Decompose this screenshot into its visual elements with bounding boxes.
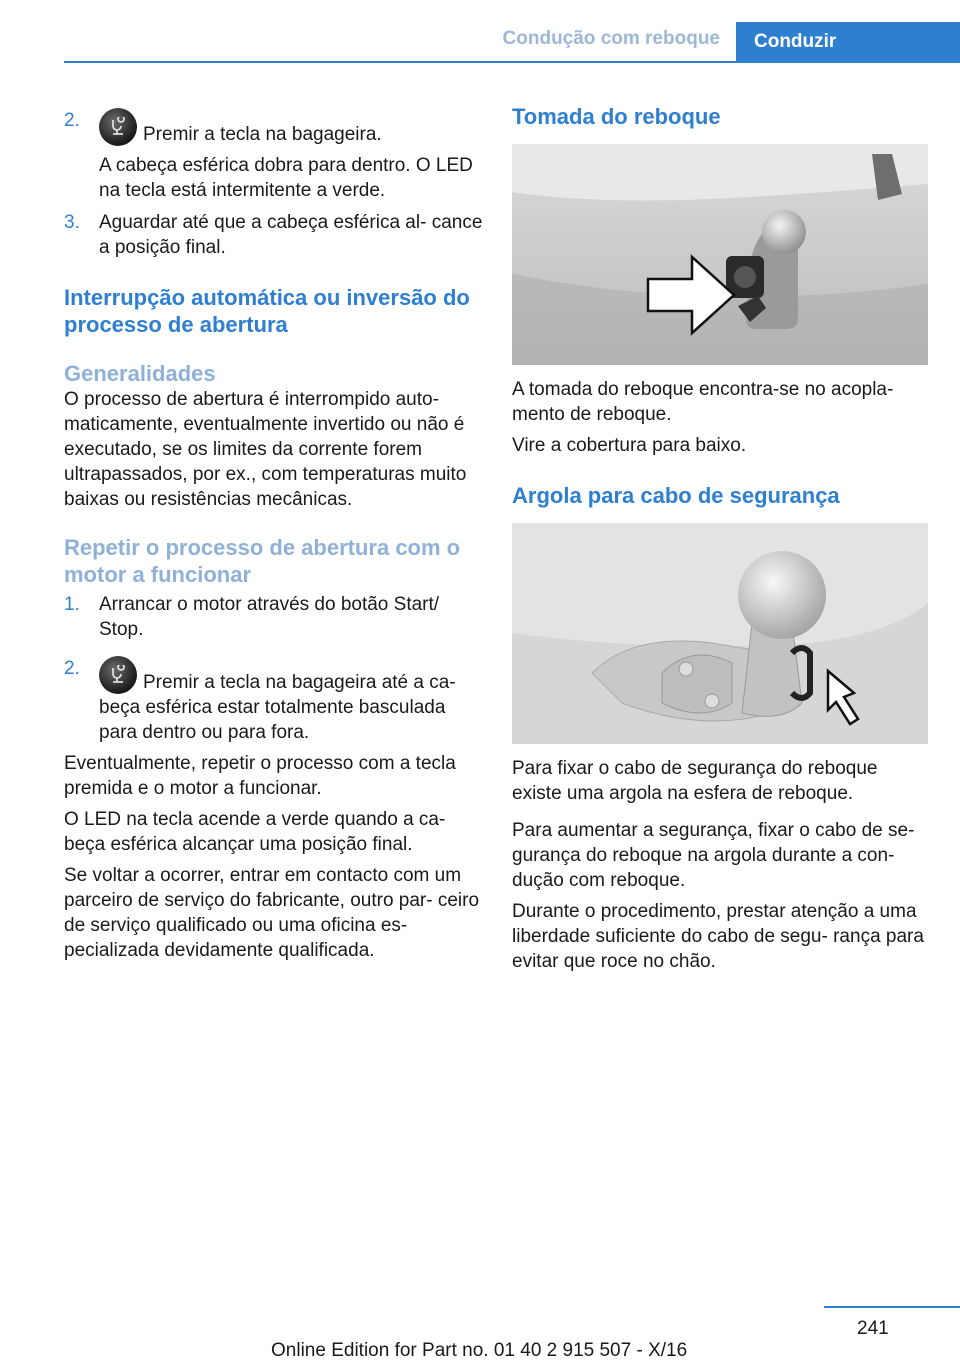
- step-number: 2.: [64, 658, 80, 679]
- heading-socket: Tomada do reboque: [512, 104, 721, 129]
- left-column: [64, 100, 484, 963]
- paragraph-socket-cover: Vire a cobertura para baixo.: [512, 435, 747, 456]
- paragraph-eye-purpose: Para fixar o cabo de segurança do reboque existe uma argola na esfera de reboque.: [512, 758, 878, 804]
- page-number: 241: [857, 1318, 889, 1339]
- paragraph-eye-slack: Durante o procedimento, prestar atenção a uma liberdade suficiente do cabo de segu‐ rança para evitar que roce no chão.: [512, 901, 924, 972]
- footer-rule: [824, 1306, 960, 1308]
- step-number: 1.: [64, 594, 80, 615]
- right-column: [512, 100, 928, 974]
- step-note: A cabeça esférica dobra para dentro. O LED na tecla está intermitente a verde.: [99, 155, 473, 201]
- paragraph-contact: Se voltar a ocorrer, entrar em contacto com um parceiro de serviço do fabricante, outro par‐ ceiro de serviço qualificado ou uma oficina es‐ pecializada devidamente qualificada.: [64, 865, 480, 961]
- heading-eye: Argola para cabo de segurança: [512, 483, 840, 508]
- step-number: 2.: [64, 110, 80, 131]
- heading-general: Generalidades: [64, 361, 216, 386]
- step-1-start-engine: [64, 592, 484, 642]
- trailer-hitch-key-icon: [99, 656, 137, 694]
- paragraph-eye-fix: Para aumentar a segurança, fixar o cabo de se‐ gurança do reboque na argola durante a con‐ dução com reboque.: [512, 820, 915, 891]
- step-3-wait: [64, 210, 484, 260]
- edition-note: Online Edition for Part no. 01 40 2 915 507 - X/16: [271, 1340, 688, 1361]
- step-text: Premir a tecla na bagageira.: [143, 124, 382, 145]
- paragraph-eventually: Eventualmente, repetir o processo com a tecla premida e o motor a funcionar.: [64, 753, 456, 799]
- header-rule: [64, 61, 960, 63]
- step-number: 3.: [64, 212, 80, 233]
- step-2-press-until: [64, 656, 484, 745]
- step-text: Aguardar até que a cabeça esférica al‐ cance a posição final.: [99, 212, 483, 258]
- running-header-section: Condução com reboque: [502, 28, 720, 49]
- running-header-chapter: Conduzir: [736, 22, 960, 63]
- heading-interruption: Interrupção automática ou inversão do processo de abertura: [64, 285, 470, 337]
- trailer-hitch-key-icon: [99, 108, 137, 146]
- step-text: Arrancar o motor através do botão Start/ Stop.: [99, 594, 440, 640]
- step-2-press-key: [64, 108, 484, 203]
- paragraph-led: O LED na tecla acende a verde quando a ca‐ beça esférica alcançar uma posição final.: [64, 809, 446, 855]
- paragraph-general: O processo de abertura é interrompido auto‐ maticamente, eventualmente invertido ou não é executado, se os limites da corrente forem ultrapassados, por ex., com temperaturas muito baixas ou resistências mecânicas.: [64, 389, 467, 510]
- safety-cable-eye-photo: [512, 523, 928, 744]
- paragraph-socket-location: A tomada do reboque encontra-se no acopla‐ mento de reboque.: [512, 379, 894, 425]
- heading-repeat: Repetir o processo de abertura com o motor a funcionar: [64, 535, 461, 587]
- trailer-socket-photo: [512, 144, 928, 365]
- step-text: Premir a tecla na bagageira até a ca‐ beça esférica estar totalmente basculada para dentro ou para fora.: [99, 672, 456, 743]
